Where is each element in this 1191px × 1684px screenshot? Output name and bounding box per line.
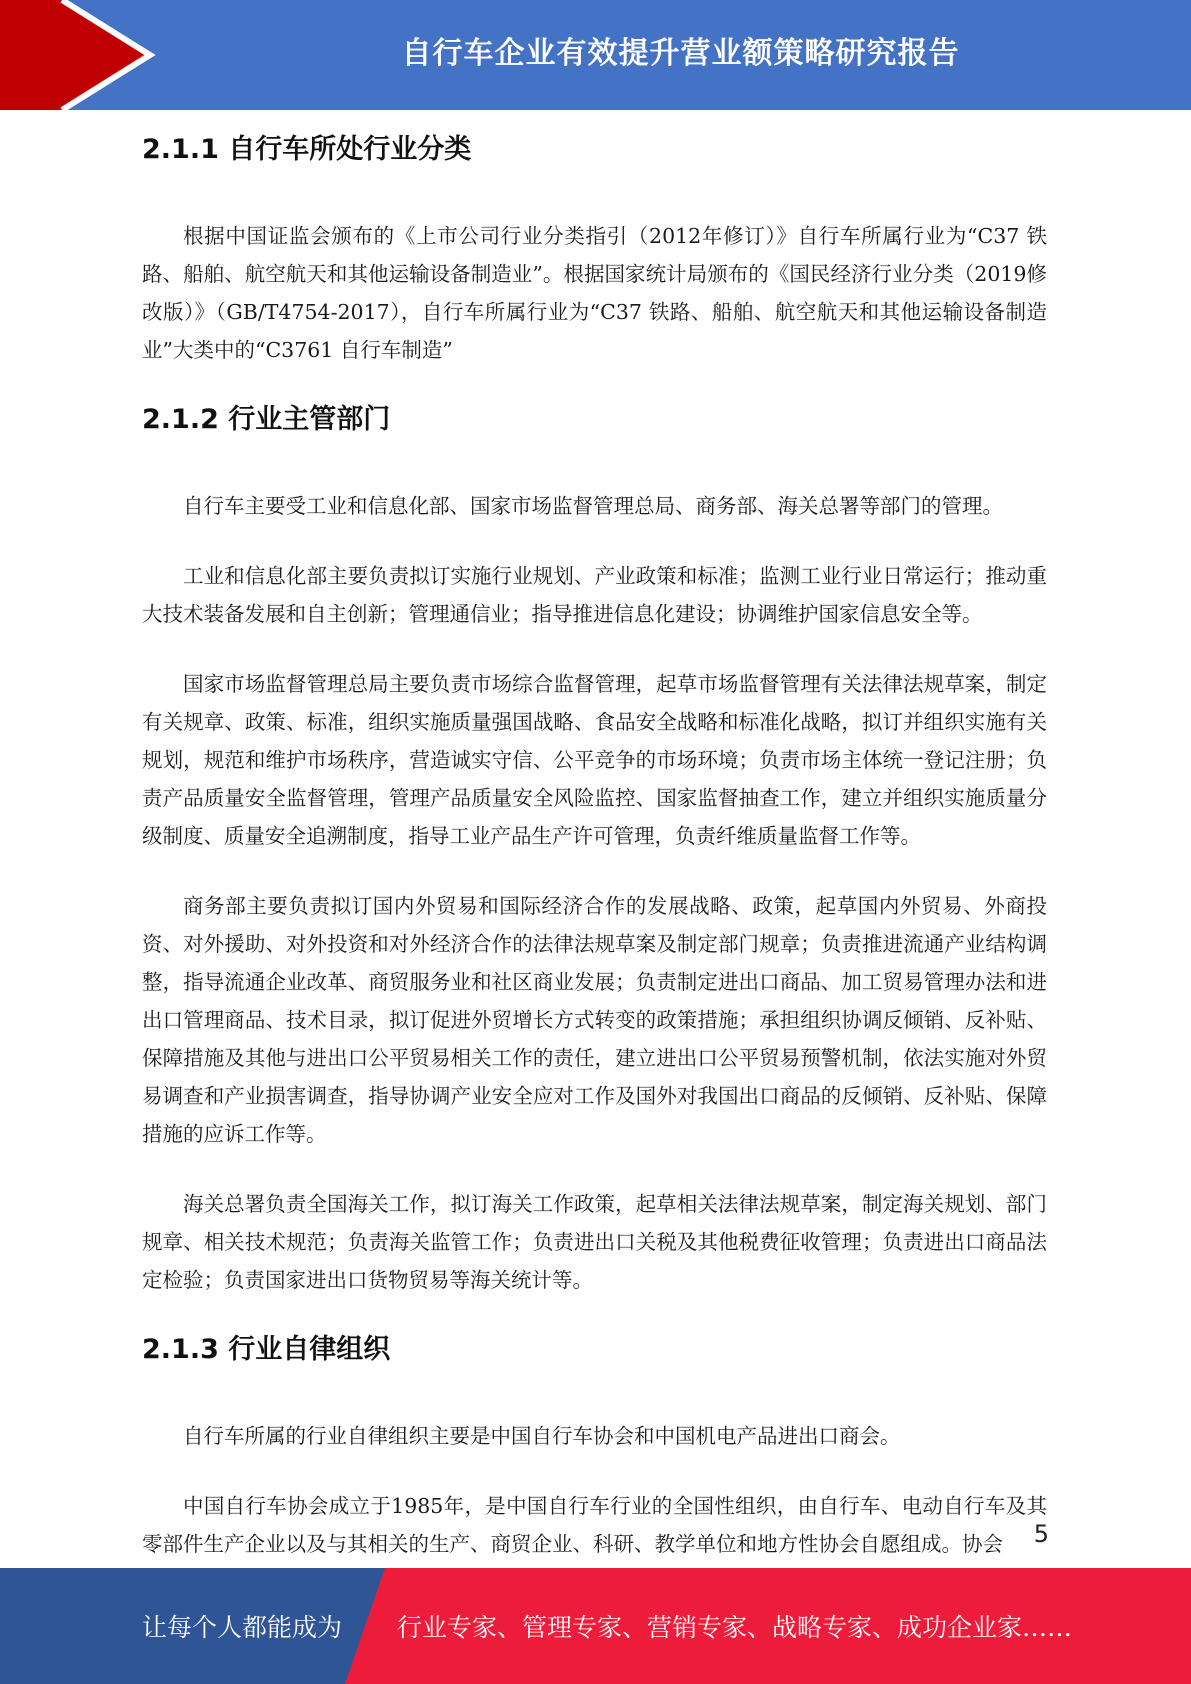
paragraph: 自行车主要受工业和信息化部、国家市场监督管理总局、商务部、海关总署等部门的管理。 [183, 494, 1003, 518]
report-title: 自行车企业有效提升营业额策略研究报告 [401, 36, 960, 71]
document-body [142, 125, 1047, 1563]
footer-slogan-left: 让每个人都能成为 [142, 1613, 343, 1642]
section-heading-2-1-1: 2.1.1 自行车所处行业分类 [142, 134, 472, 165]
section-heading-2-1-3: 2.1.3 行业自律组织 [142, 1334, 391, 1365]
section-heading-2-1-2: 2.1.2 行业主管部门 [142, 404, 391, 435]
page-number: 5 [1033, 1520, 1049, 1548]
paragraph: 自行车所属的行业自律组织主要是中国自行车协会和中国机电产品进出口商会。 [183, 1424, 901, 1448]
footer-slogan-right: 行业专家、管理专家、营销专家、战略专家、成功企业家…… [397, 1613, 1073, 1642]
page-header [0, 0, 1191, 110]
page-footer [0, 1568, 1191, 1684]
header-arrow-decoration [0, 0, 200, 110]
paragraph: 海关总署负责全国海关工作，拟订海关工作政策，起草相关法律法规草案，制定海关规划、部门规章、相关技术规范；负责海关监管工作；负责进出口关税及其他税费征收管理；负责进出口商品法定检验；负责国家进出口货物贸易等海关统计等。 [142, 1192, 1047, 1292]
paragraph: 中国自行车协会成立于1985年，是中国自行车行业的全国性组织，由自行车、电动自行车及其零部件生产企业以及与其相关的生产、商贸企业、科研、教学单位和地方性协会自愿组成。协会 [142, 1494, 1047, 1556]
paragraph: 工业和信息化部主要负责拟订实施行业规划、产业政策和标准；监测工业行业日常运行；推动重大技术装备发展和自主创新；管理通信业；指导推进信息化建设；协调维护国家信息安全等。 [142, 564, 1047, 626]
paragraph: 国家市场监督管理总局主要负责市场综合监督管理，起草市场监督管理有关法律法规草案，制定有关规章、政策、标准，组织实施质量强国战略、食品安全战略和标准化战略，拟订并组织实施有关规划，规范和维护市场秩序，营造诚实守信、公平竞争的市场环境；负责市场主体统一登记注册；负责产品质量安全监督管理，管理产品质量安全风险监控、国家监督抽查工作，建立并组织实施质量分级制度、质量安全追溯制度，指导工业产品生产许可管理，负责纤维质量监督工作等。 [142, 672, 1047, 848]
paragraph: 商务部主要负责拟订国内外贸易和国际经济合作的发展战略、政策，起草国内外贸易、外商投资、对外援助、对外投资和对外经济合作的法律法规草案及制定部门规章；负责推进流通产业结构调整，指导流通企业改革、商贸服务业和社区商业发展；负责制定进出口商品、加工贸易管理办法和进出口管理商品、技术目录，拟订促进外贸增长方式转变的政策措施；承担组织协调反倾销、反补贴、保障措施及其他与进出口公平贸易相关工作的责任，建立进出口公平贸易预警机制，依法实施对外贸易调查和产业损害调查，指导协调产业安全应对工作及国外对我国出口商品的反倾销、反补贴、保障措施的应诉工作等。 [142, 894, 1047, 1146]
paragraph: 根据中国证监会颁布的《上市公司行业分类指引（2012年修订）》自行车所属行业为“C37 铁路、船舶、航空航天和其他运输设备制造业”。根据国家统计局颁布的《国民经济行业分类（2019修改版）》（GB/T4754-2017），自行车所属行业为“C37 铁路、船舶、航空航天和其他运输设备制造业”大类中的“C3761 自行车制造” [142, 224, 1047, 362]
